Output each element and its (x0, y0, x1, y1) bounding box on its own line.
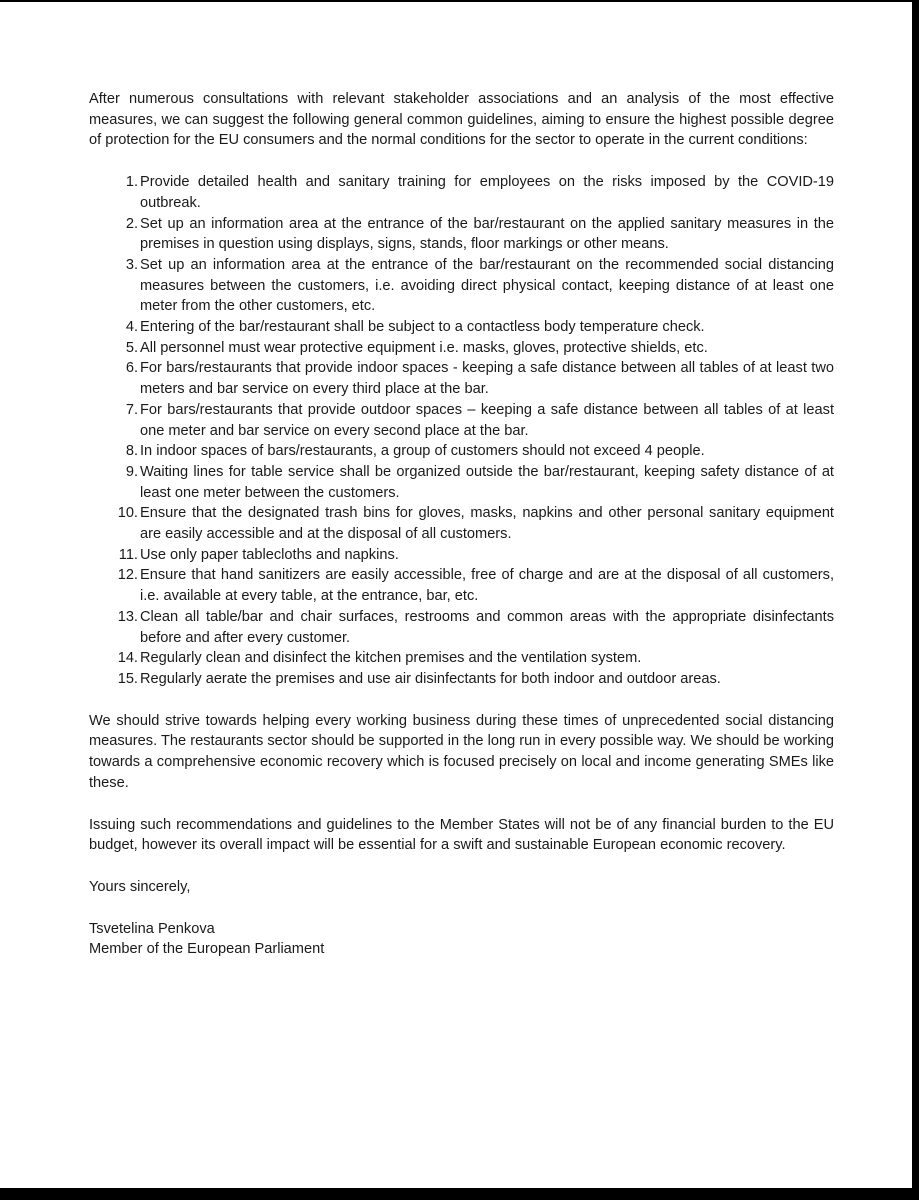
guidelines-list (89, 172, 834, 690)
list-item (125, 400, 834, 441)
list-item-number: 5. (125, 339, 138, 356)
list-item-text: Set up an information area at the entrance of the bar/restaurant on the applied sanitary measures in the premises in question using displays, signs, stands, floor markings or other means. (140, 215, 834, 253)
list-item (117, 503, 834, 544)
list-item (125, 338, 834, 359)
list-item-number: 12. (117, 567, 138, 584)
list-item (117, 669, 834, 690)
list-item (125, 358, 834, 399)
list-item-number: 3. (125, 256, 138, 273)
list-item-number: 6. (125, 360, 138, 377)
list-item (118, 545, 834, 566)
list-item-text: Regularly aerate the premises and use air disinfectants for both indoor and outdoor areas. (140, 670, 721, 687)
list-item-text: Ensure that hand sanitizers are easily accessible, free of charge and are at the disposal of all customers, i.e. available at every table, at the entrance, bar, etc. (140, 567, 834, 605)
support-paragraph: We should strive towards helping every working business during these times of unprecedented social distancing measures. The restaurants sector should be supported in the long run in every possible way. We should be working towards a comprehensive economic recovery which is focused precisely on local and income generating SMEs like these. (89, 712, 834, 791)
list-item-number: 10. (117, 505, 138, 522)
letter-page (0, 2, 912, 1188)
signer-title: Member of the European Parliament (89, 941, 325, 958)
list-item-text: Waiting lines for table service shall be organized outside the bar/restaurant, keeping safety distance of at least one meter between the customers. (140, 463, 834, 501)
list-item-text: For bars/restaurants that provide outdoor spaces – keeping a safe distance between all tables of at least one meter and bar service on every second place at the bar. (140, 401, 834, 439)
list-item-text: Use only paper tablecloths and napkins. (140, 546, 399, 563)
list-item-number: 9. (125, 463, 138, 480)
list-item-text: For bars/restaurants that provide indoor spaces - keeping a safe distance between all tables of at least two meters and bar service on every third place at the bar. (140, 360, 834, 398)
list-item (125, 172, 834, 213)
list-item-text: Ensure that the designated trash bins for gloves, masks, napkins and other personal sanitary equipment are easily accessible and at the disposal of all customers. (140, 505, 834, 543)
signer-name: Tsvetelina Penkova (89, 920, 215, 937)
list-item-number: 11. (118, 546, 138, 563)
signature-block (89, 919, 834, 960)
list-item (117, 607, 834, 648)
list-item-text: Clean all table/bar and chair surfaces, restrooms and common areas with the appropriate disinfectants before and after every customer. (140, 608, 834, 646)
budget-paragraph: Issuing such recommendations and guidelines to the Member States will not be of any financial burden to the EU budget, however its overall impact will be essential for a swift and sustainable European economic recovery. (89, 816, 834, 854)
list-item-number: 4. (125, 319, 138, 336)
list-item-number: 15. (117, 670, 138, 687)
list-item-text: In indoor spaces of bars/restaurants, a group of customers should not exceed 4 people. (140, 443, 705, 460)
list-item-text: Regularly clean and disinfect the kitchen premises and the ventilation system. (140, 650, 642, 667)
intro-paragraph: After numerous consultations with relevant stakeholder associations and an analysis of the most effective measures, we can suggest the following general common guidelines, aiming to ensure the highest possible degree of protection for the EU consumers and the normal conditions for the sector to operate in the current conditions: (89, 91, 834, 149)
list-item-text: All personnel must wear protective equipment i.e. masks, gloves, protective shields, etc. (140, 339, 708, 356)
list-item-number: 14. (117, 650, 138, 667)
list-item-text: Provide detailed health and sanitary training for employees on the risks imposed by the COVID-19 outbreak. (140, 174, 834, 211)
list-item-number: 8. (125, 443, 138, 460)
list-item (125, 317, 834, 338)
list-item-text: Set up an information area at the entrance of the bar/restaurant on the recommended social distancing measures between the customers, i.e. avoiding direct physical contact, keeping distance of at least one meter from the other customers, etc. (140, 256, 834, 315)
list-item-number: 13. (117, 608, 138, 625)
list-item (125, 441, 834, 462)
list-item-number: 7. (125, 401, 138, 418)
list-item (125, 462, 834, 503)
list-item-text: Entering of the bar/restaurant shall be subject to a contactless body temperature check. (140, 319, 705, 336)
closing-salutation: Yours sincerely, (89, 878, 191, 895)
list-item (125, 255, 834, 317)
list-item (125, 214, 834, 255)
list-item-number: 1. (125, 174, 138, 191)
list-item (117, 648, 834, 669)
list-item (117, 565, 834, 606)
list-item-number: 2. (125, 215, 138, 232)
